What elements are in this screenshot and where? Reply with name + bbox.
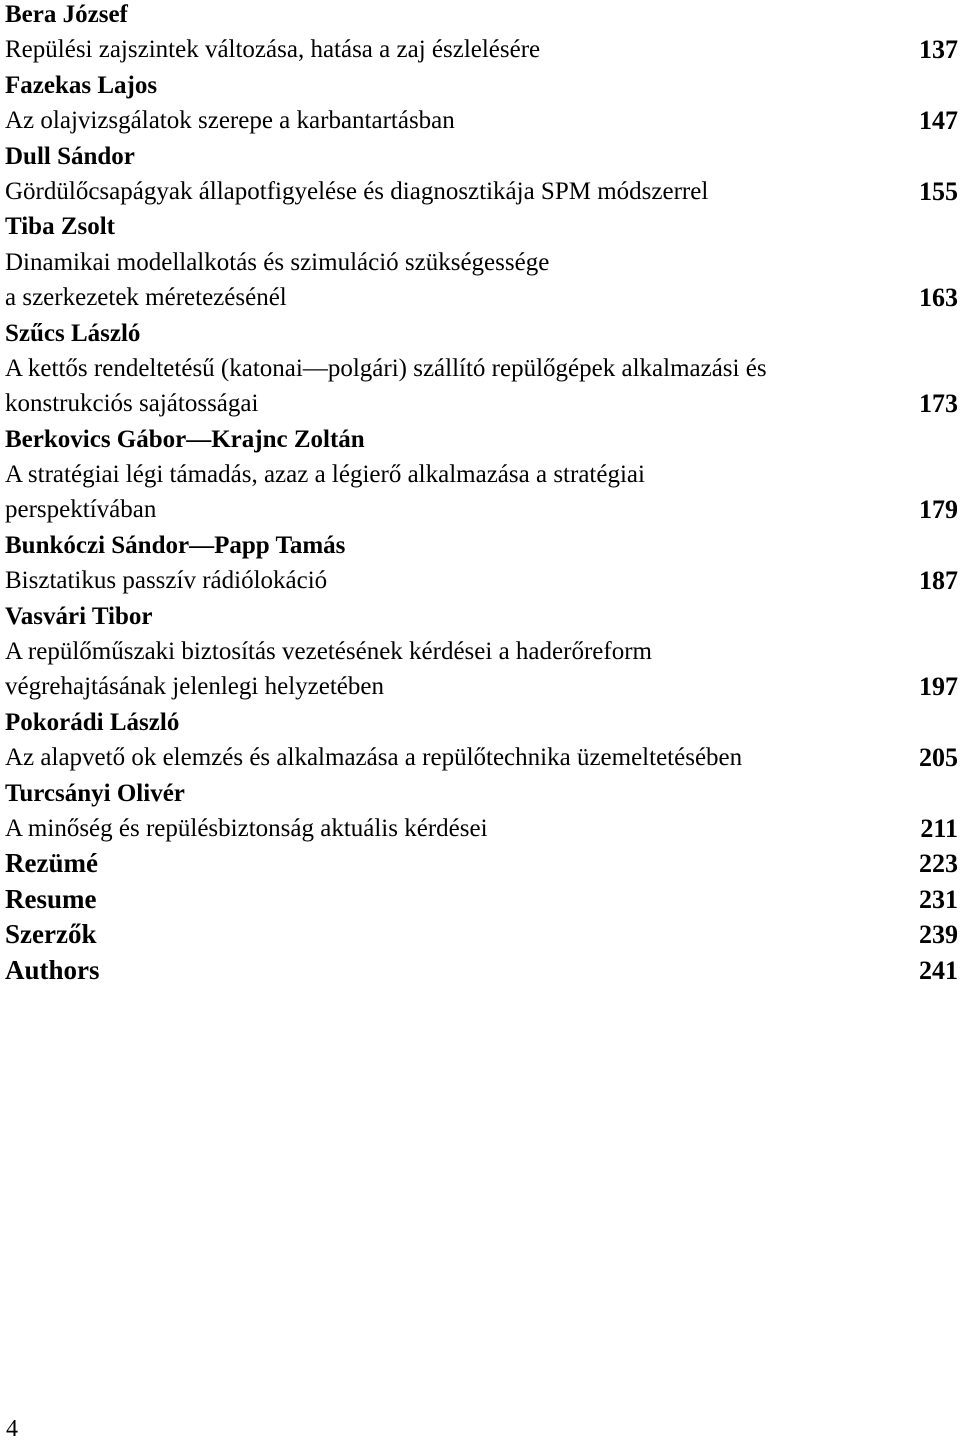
toc-author-line [5,422,960,457]
toc-entry-text: A kettős rendeltetésű (katonai—polgári) szállító repülőgépek alkalmazási és [5,354,767,382]
table-of-contents [5,0,960,988]
toc-entry-text: Tiba Zsolt [5,213,115,241]
toc-entry-text: A minőség és repülésbiztonság aktuális kérdései [5,814,488,842]
toc-entry-text: Dinamikai modellalkotás és szimuláció szükségessége [5,248,550,276]
toc-entry-text: Berkovics Gábor—Krajnc Zoltán [5,425,365,453]
toc-section-line [5,917,960,952]
toc-entry-text: Az olajvizsgálatok szerepe a karbantartásban [5,107,455,135]
toc-entry-text: Dull Sándor [5,142,135,170]
toc-entry-text: Szűcs László [5,319,141,347]
toc-page-number: 241 [919,955,958,985]
toc-page-number: 231 [919,884,958,914]
toc-title-line [5,386,960,421]
toc-entry-text: Pokorádi László [5,708,180,736]
toc-page-number: 239 [919,920,958,950]
toc-entry-text: végrehajtásának jelenlegi helyzetében [5,673,384,701]
page-number: 4 [6,1416,18,1442]
toc-entry-text: konstrukciós sajátosságai [5,390,259,418]
toc-entry-text: a szerkezetek méretezésénél [5,284,287,312]
toc-entry-text: Repülési zajszintek változása, hatása a zaj észlelésére [5,36,541,64]
toc-page-number: 147 [919,106,958,136]
toc-author-line [5,528,960,563]
toc-title-line [5,103,960,138]
toc-page-number: 223 [919,849,958,879]
toc-entry-text: Turcsányi Olivér [5,779,185,807]
toc-entry-text: perspektívában [5,496,157,524]
toc-page-number: 179 [919,495,958,525]
toc-section-line [5,882,960,917]
toc-entry-text: Fazekas Lajos [5,71,158,99]
toc-section-line [5,846,960,881]
toc-entry-text: Vasvári Tibor [5,602,153,630]
toc-title-line [5,563,960,598]
toc-author-line [5,316,960,351]
toc-page-number: 137 [919,35,958,65]
toc-entry-text: Szerzők [5,919,97,950]
toc-title-line [5,245,960,280]
toc-entry-text: Bunkóczi Sándor—Papp Tamás [5,531,346,559]
toc-title-line [5,740,960,775]
toc-title-line [5,457,960,492]
toc-title-line [5,351,960,386]
toc-title-line [5,492,960,527]
toc-entry-text: A repülőműszaki biztosítás vezetésének kérdései a haderőreform [5,638,652,666]
toc-author-line [5,209,960,244]
toc-section-line [5,953,960,988]
toc-page-number: 205 [919,743,958,773]
toc-title-line [5,669,960,704]
toc-page-number: 211 [920,813,958,843]
toc-author-line [5,68,960,103]
toc-page-number: 197 [919,672,958,702]
toc-title-line [5,811,960,846]
toc-entry-text: Rezümé [5,848,98,879]
toc-title-line [5,280,960,315]
toc-entry-text: Authors [5,954,100,985]
toc-page-number: 163 [919,283,958,313]
toc-page-number: 173 [919,389,958,419]
toc-title-line [5,174,960,209]
toc-title-line [5,32,960,67]
toc-entry-text: Gördülőcsapágyak állapotfigyelése és diagnosztikája SPM módszerrel [5,177,709,205]
toc-author-line [5,599,960,634]
toc-title-line [5,634,960,669]
toc-author-line [5,0,960,32]
toc-entry-text: Az alapvető ok elemzés és alkalmazása a repülőtechnika üzemeltetésében [5,744,743,772]
toc-entry-text: Bera József [5,1,128,28]
toc-author-line [5,139,960,174]
toc-entry-text: Bisztatikus passzív rádiólokáció [5,567,328,595]
toc-page-number: 155 [919,176,958,206]
toc-entry-text: A stratégiai légi támadás, azaz a légierő alkalmazása a stratégiai [5,461,645,489]
toc-author-line [5,776,960,811]
toc-page-number: 187 [919,566,958,596]
toc-entry-text: Resume [5,883,97,914]
toc-author-line [5,705,960,740]
